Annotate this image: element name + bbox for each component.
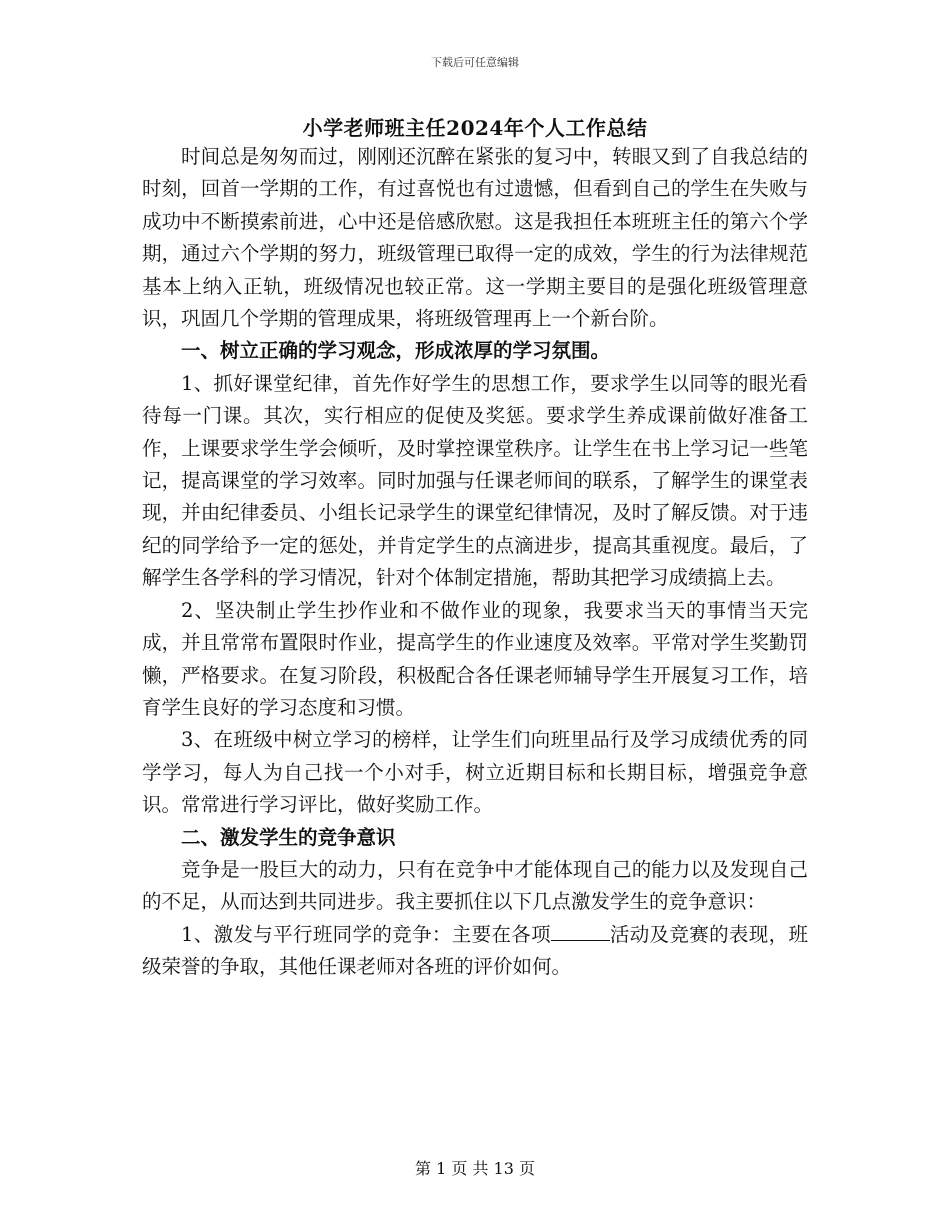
section-heading-1: 一、树立正确的学习观念，形成浓厚的学习氛围。 <box>181 339 611 363</box>
header-note: 下载后可任意编辑 <box>431 56 519 69</box>
document-title: 小学老师班主任2024年个人工作总结 <box>302 116 648 140</box>
competition-intro-paragraph: 竞争是一股巨大的动力，只有在竞争中才能体现自己的能力以及发现自己的不足，从而达到共同进步。我主要抓住以下几点激发学生的竞争意识： <box>142 857 808 914</box>
intro-paragraph: 时间总是匆匆而过，刚刚还沉醉在紧张的复习中，转眼又到了自我总结的时刻，回首一学期的工作，有过喜悦也有过遗憾，但看到自己的学生在失败与成功中不断摸索前进，心中还是倍感欣慰。这是我担任本班班主任的第六个学期，通过六个学期的努力，班级管理已取得一定的成效，学生的行为法律规范基本上纳入正轨，班级情况也较正常。这一学期主要目的是强化班级管理意识，巩固几个学期的管理成果，将班级管理再上一个新台阶。 <box>142 145 808 331</box>
paragraph-competition-1 <box>142 919 808 984</box>
section-heading-2: 二、激发学生的竞争意识 <box>181 825 396 849</box>
fill-in-blank <box>551 920 610 941</box>
paragraph-item-3: 3、在班级中树立学习的榜样，让学生们向班里品行及学习成绩优秀的同学学习，每人为自己找一个小对手，树立近期目标和长期目标，增强竞争意识。常常进行学习评比，做好奖励工作。 <box>142 728 808 817</box>
document-body <box>142 141 808 984</box>
paragraph-text-before-blank: 1、激发与平行班同学的竞争：主要在各项 <box>181 922 551 946</box>
paragraph-item-2: 2、坚决制止学生抄作业和不做作业的现象，我要求当天的事情当天完成，并且常常布置限时作业，提高学生的作业速度及效率。平常对学生奖勤罚懒，严格要求。在复习阶段，积极配合各任课老师辅导学生开展复习工作，培育学生良好的学习态度和习惯。 <box>142 598 808 719</box>
page-number-footer: 第 1 页 共 13 页 <box>415 1159 535 1178</box>
paragraph-text-after-blank: 活动及竞赛的表现，班级荣誉的争取，其他任课老师对各班的评价如何。 <box>142 922 808 979</box>
paragraph-item-1: 1、抓好课堂纪律，首先作好学生的思想工作，要求学生以同等的眼光看待每一门课。其次，实行相应的促使及奖惩。要求学生养成课前做好准备工作，上课要求学生学会倾听，及时掌控课堂秩序。让学生在书上学习记一些笔记，提高课堂的学习效率。同时加强与任课老师间的联系，了解学生的课堂表现，并由纪律委员、小组长记录学生的课堂纪律情况，及时了解反馈。对于违纪的同学给予一定的惩处，并肯定学生的点滴进步，提高其重视度。最后，了解学生各学科的学习情况，针对个体制定措施，帮助其把学习成绩搞上去。 <box>142 371 808 590</box>
